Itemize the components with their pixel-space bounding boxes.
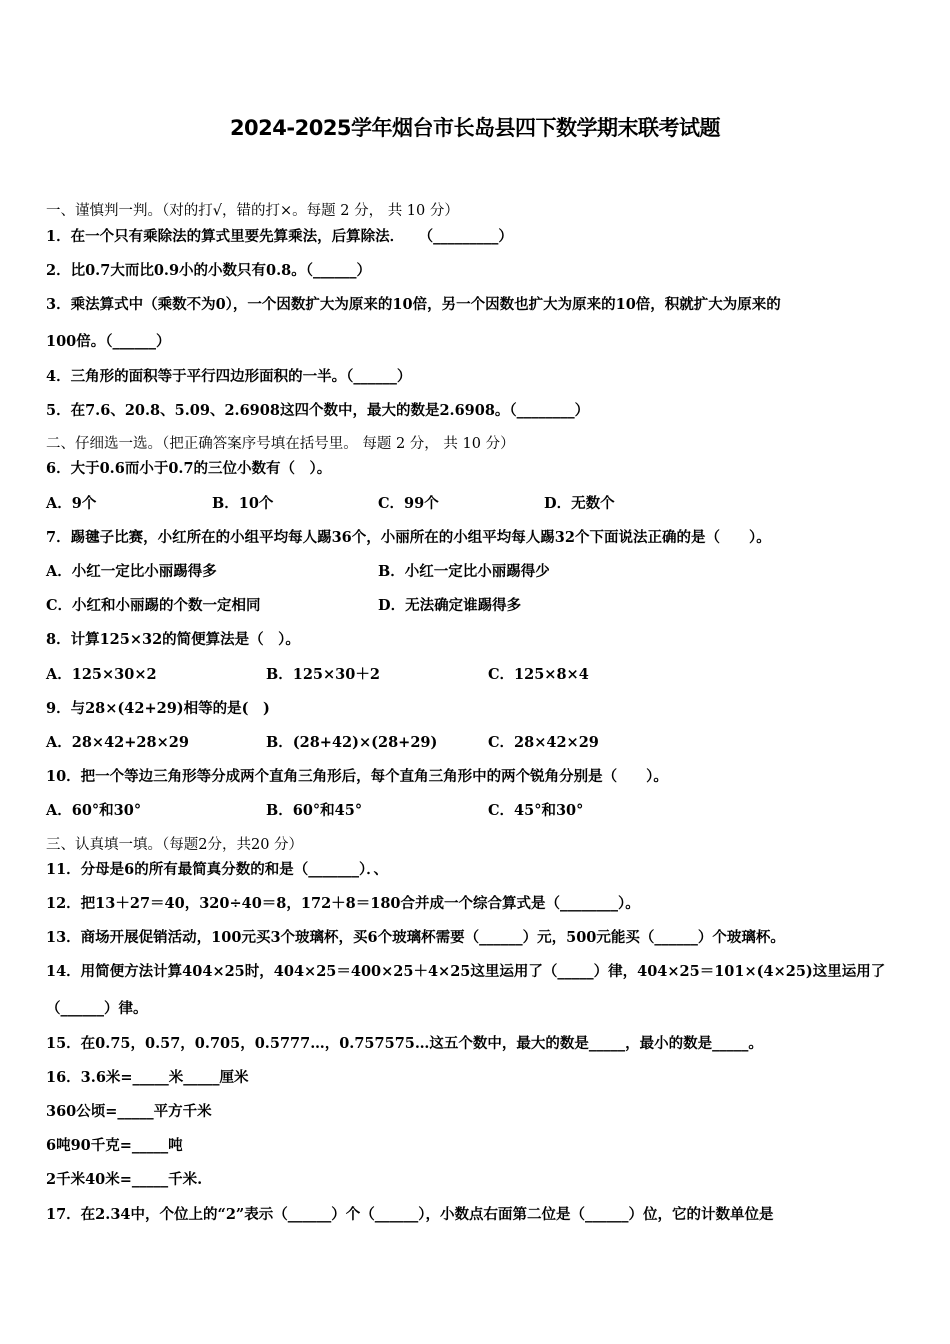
q7-option-b: B．小红一定比小丽踢得少 (378, 563, 550, 580)
q9-option-c: C．28×42×29 (488, 734, 599, 751)
question-16-line-2: 360公顷=_____平方千米 (46, 1103, 212, 1120)
question-8: 8．计算125×32的简便算法是（ ）。 (46, 631, 300, 648)
page-title: 2024-2025学年烟台市长岛县四下数学期末联考试题 (229, 116, 721, 140)
question-11: 11．分母是6的所有最简真分数的和是（_______）．、 (46, 861, 389, 878)
q6-option-d: D．无数个 (544, 495, 615, 512)
section-heading-2: 二、仔细选一选。（把正确答案序号填在括号里。 每题 2 分， 共 10 分） (46, 436, 515, 452)
q10-option-c: C．45°和30° (488, 802, 584, 819)
q6-option-a: A．9个 (46, 495, 97, 512)
question-13: 13．商场开展促销活动，100元买3个玻璃杯，买6个玻璃杯需要（______）元，500元能买（______）个玻璃杯。 (46, 929, 785, 946)
q8-option-a: A．125×30×2 (46, 666, 157, 683)
section-heading-1: 一、谨慎判一判。（对的打√，错的打×。每题 2 分， 共 10 分） (46, 203, 459, 219)
q7-option-d: D．无法确定谁踢得多 (378, 597, 522, 614)
q9-option-b: B．(28+42)×(28+29) (266, 734, 438, 751)
q8-option-b: B．125×30＋2 (266, 666, 380, 683)
question-12: 12．把13＋27＝40，320÷40＝8，172＋8＝180合并成一个综合算式是（________）。 (46, 895, 640, 912)
q8-option-c: C．125×8×4 (488, 666, 589, 683)
question-3-line-1: 3．乘法算式中（乘数不为0），一个因数扩大为原来的10倍，另一个因数也扩大为原来的10倍，积就扩大为原来的 (46, 296, 781, 313)
section-heading-3: 三、认真填一填。（每题2分，共20 分） (46, 837, 304, 853)
question-16-line-1: 16．3.6米=_____米_____厘米 (46, 1069, 249, 1086)
question-5: 5．在7.6、20.8、5.09、2.6908这四个数中，最大的数是2.6908。（________） (46, 402, 590, 419)
question-16-line-3: 6吨90千克=_____吨 (46, 1137, 183, 1154)
q10-option-b: B．60°和45° (266, 802, 363, 819)
question-14-line-1: 14．用简便方法计算404×25时，404×25＝400×25＋4×25这里运用了（_____）律，404×25＝101×(4×25)这里运用了 (46, 963, 886, 980)
question-15: 15．在0.75，0.57，0.705，0.5777…，0.757575…这五个数中，最大的数是_____，最小的数是_____。 (46, 1035, 763, 1052)
q9-option-a: A．28×42+28×29 (46, 734, 189, 751)
q6-option-c: C．99个 (378, 495, 439, 512)
q6-option-b: B．10个 (212, 495, 274, 512)
q10-option-a: A．60°和30° (46, 802, 142, 819)
question-10: 10．把一个等边三角形等分成两个直角三角形后，每个直角三角形中的两个锐角分别是（ ）。 (46, 768, 668, 785)
question-7: 7．踢毽子比赛，小红所在的小组平均每人踢36个，小丽所在的小组平均每人踢32个下面说法正确的是（ ）。 (46, 529, 771, 546)
question-16-line-4: 2千米40米=_____千米. (46, 1171, 203, 1188)
question-14-line-2: （______）律。 (46, 1000, 148, 1017)
question-17: 17．在2.34中，个位上的“2”表示（______）个（______），小数点右面第二位是（______）位，它的计数单位是 (46, 1206, 774, 1223)
question-4: 4．三角形的面积等于平行四边形面积的一半。（______） (46, 368, 412, 385)
question-6: 6．大于0.6而小于0.7的三位小数有（ ）。 (46, 460, 332, 477)
q7-option-a: A．小红一定比小丽踢得多 (46, 563, 217, 580)
question-9: 9．与28×(42+29)相等的是( ) (46, 700, 270, 717)
question-3-line-2: 100倍。（______） (46, 333, 171, 350)
question-2: 2．比0.7大而比0.9小的小数只有0.8。（______） (46, 262, 372, 279)
question-1: 1．在一个只有乘除法的算式里要先算乘法，后算除法． （_________） (46, 228, 513, 245)
q7-option-c: C．小红和小丽踢的个数一定相同 (46, 597, 261, 614)
